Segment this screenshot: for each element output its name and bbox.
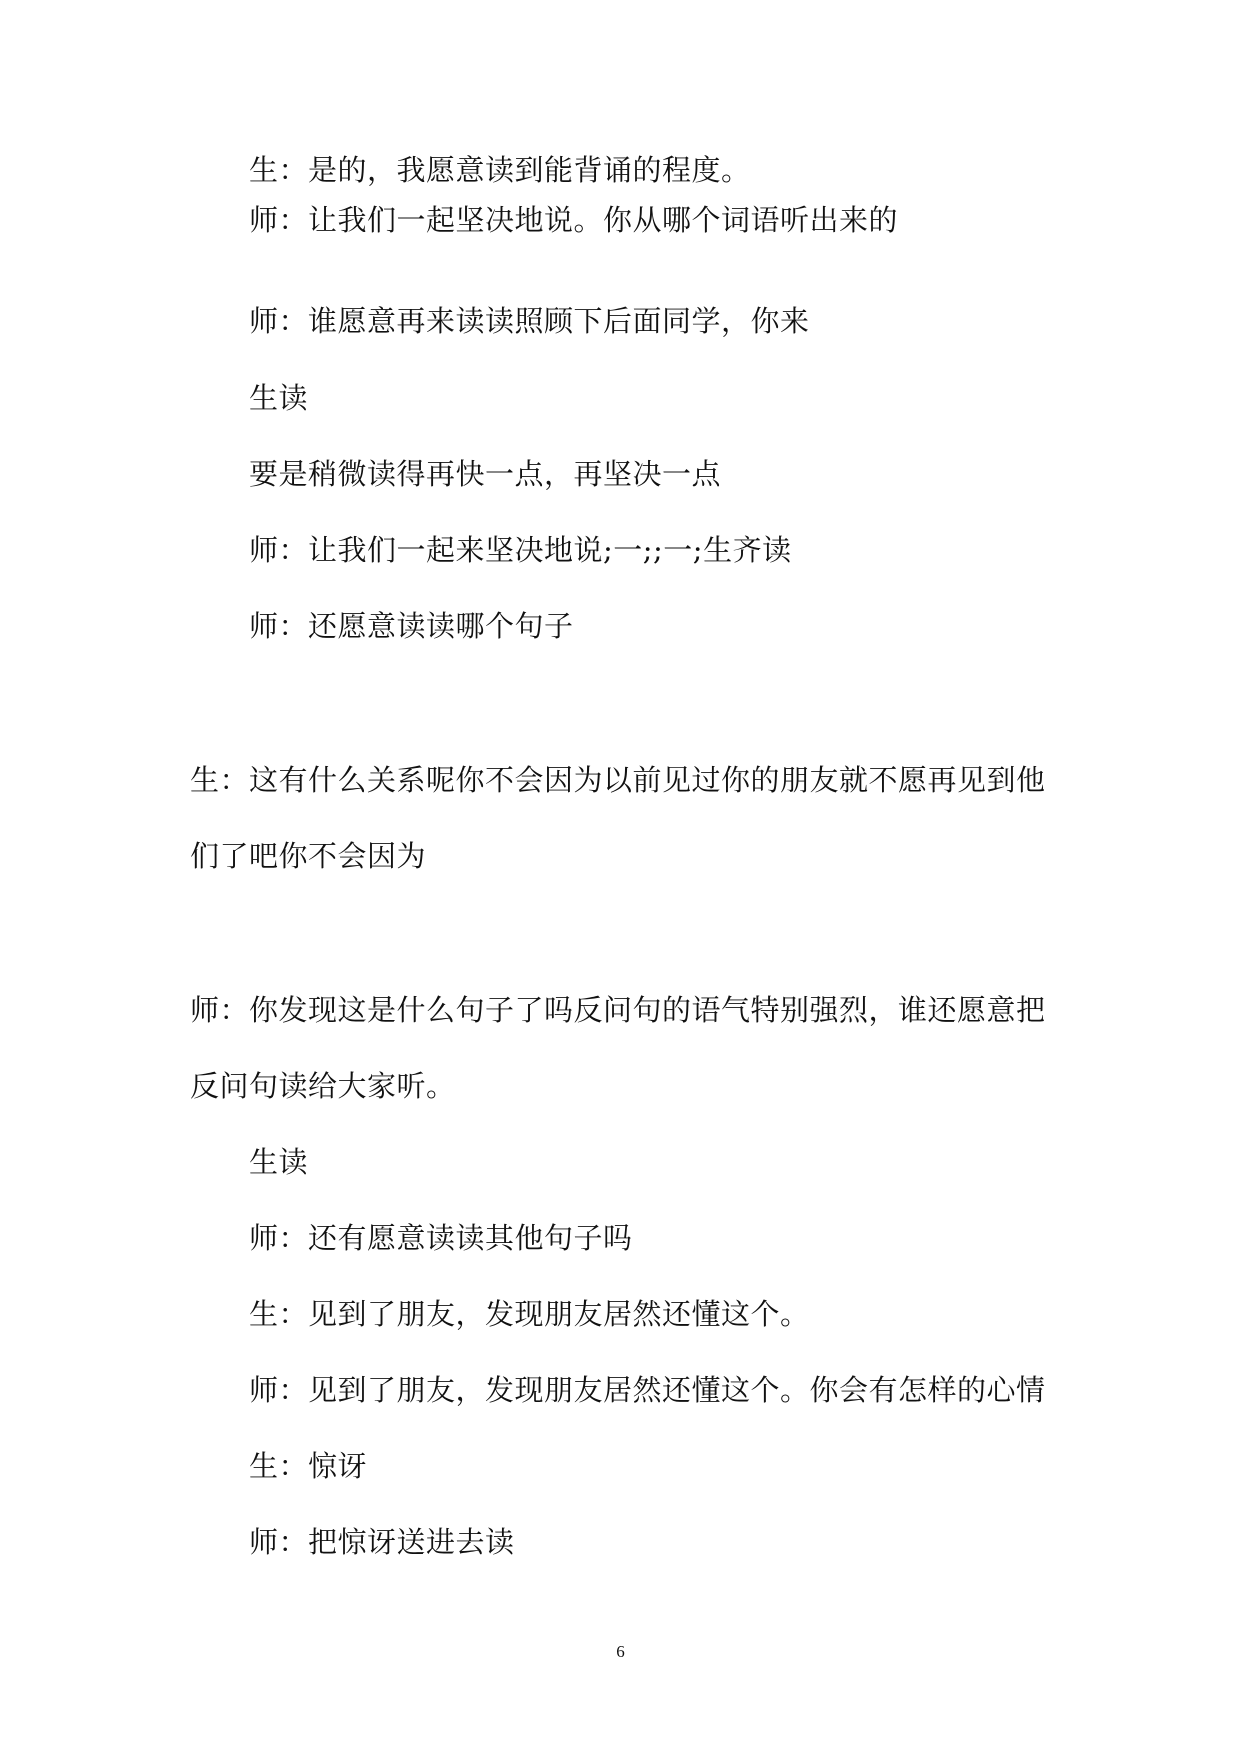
text-line: 生：这有什么关系呢你不会因为以前见过你的朋友就不愿再见到他: [190, 763, 1046, 797]
text-line: 师：见到了朋友，发现朋友居然还懂这个。你会有怎样的心情: [249, 1373, 1046, 1407]
text-line: 师：还有愿意读读其他句子吗: [249, 1221, 633, 1255]
text-line: 师：让我们一起坚决地说。你从哪个词语听出来的: [249, 203, 899, 237]
text-line: 师：把惊讶送进去读: [249, 1525, 515, 1559]
text-line: 生：见到了朋友，发现朋友居然还懂这个。: [249, 1297, 810, 1331]
text-line: 生读: [249, 381, 309, 415]
text-line: 师：让我们一起来坚决地说;一;;一;生齐读: [249, 533, 792, 567]
text-line: 师：你发现这是什么句子了吗反问句的语气特别强烈，谁还愿意把: [190, 993, 1046, 1027]
text-line: 师：谁愿意再来读读照顾下后面同学，你来: [249, 304, 810, 338]
text-line: 要是稍微读得再快一点，再坚决一点: [249, 457, 722, 491]
text-line: 生：是的，我愿意读到能背诵的程度。: [249, 153, 751, 187]
text-line: 师：还愿意读读哪个句子: [249, 609, 574, 643]
text-line: 们了吧你不会因为: [190, 839, 427, 873]
page-number: 6: [616, 1642, 625, 1661]
text-line: 生读: [249, 1145, 309, 1179]
text-line: 生：惊讶: [249, 1449, 368, 1483]
text-line: 反问句读给大家听。: [190, 1069, 456, 1103]
